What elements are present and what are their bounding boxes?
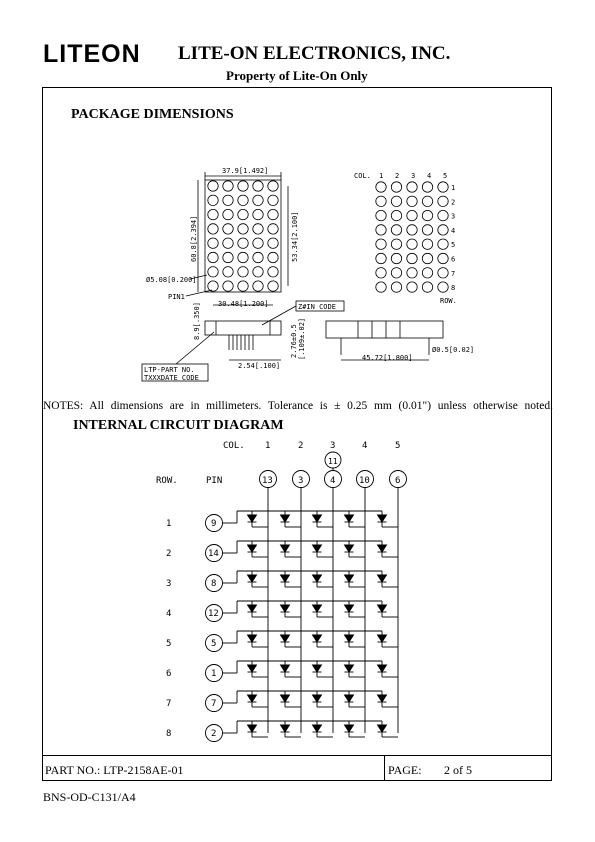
- front-led-dot: [253, 224, 263, 234]
- right-led-dot: [438, 210, 448, 220]
- right-led-dot: [391, 268, 401, 278]
- led-diode: [248, 635, 257, 642]
- front-led-dot: [223, 224, 233, 234]
- front-led-dot: [223, 252, 233, 262]
- circuit-col-number: 3: [330, 441, 336, 451]
- leader-line: [186, 290, 212, 296]
- pin-code-label: Z#IN CODE: [298, 303, 336, 311]
- right-led-dot: [391, 239, 401, 249]
- right-col-number: 4: [427, 172, 432, 180]
- dim-pin-len2-label: [.109±.02]: [298, 317, 306, 360]
- right-led-dot: [438, 253, 448, 263]
- right-led-dot: [438, 182, 448, 192]
- led-diode: [281, 635, 290, 642]
- led-diode: [345, 635, 354, 642]
- front-led-dot: [253, 195, 263, 205]
- circuit-row-number: 7: [166, 699, 172, 709]
- right-led-dot: [422, 253, 432, 263]
- front-led-dot: [223, 209, 233, 219]
- led-diode: [313, 575, 322, 582]
- row-pin-number: 12: [208, 609, 219, 619]
- row-pin-number: 7: [211, 699, 217, 709]
- right-row-number: 3: [451, 212, 456, 221]
- right-led-dot: [422, 282, 432, 292]
- right-led-dot: [438, 196, 448, 206]
- right-col-label: COL.: [354, 172, 371, 180]
- right-led-dot: [376, 239, 386, 249]
- led-diode: [313, 665, 322, 672]
- circuit-row-number: 3: [166, 579, 172, 589]
- right-led-dot: [422, 182, 432, 192]
- led-diode: [281, 545, 290, 552]
- right-led-dot: [407, 210, 417, 220]
- front-led-dot: [223, 195, 233, 205]
- led-diode: [313, 545, 322, 552]
- circuit-col-number: 2: [298, 441, 304, 451]
- right-led-dot: [438, 282, 448, 292]
- pin1-label: PIN1: [168, 293, 185, 301]
- front-led-dot: [238, 209, 248, 219]
- front-led-dot: [208, 209, 218, 219]
- row-pin-number: 5: [211, 639, 217, 649]
- notes-text: NOTES: All dimensions are in millimeters. Tolerance is ± 0.25 mm (0.01") unless otherwise noted.: [43, 400, 553, 412]
- right-row-number: 2: [451, 198, 456, 207]
- front-led-dot: [253, 181, 263, 191]
- front-led-dot: [208, 238, 218, 248]
- right-row-number: 6: [451, 255, 456, 264]
- right-row-label: ROW.: [440, 297, 457, 305]
- right-led-dot: [422, 268, 432, 278]
- led-diode: [378, 695, 387, 702]
- right-led-dot: [422, 196, 432, 206]
- col-pin-number: 13: [262, 476, 273, 486]
- front-led-dot: [253, 209, 263, 219]
- circuit-pin-label: PIN: [206, 476, 223, 486]
- right-led-dot: [407, 225, 417, 235]
- led-diode: [248, 545, 257, 552]
- dim-pin-dia-label: Ø0.5[0.02]: [432, 346, 475, 354]
- page-label: PAGE:: [388, 763, 422, 777]
- col-pin-number: 4: [330, 476, 336, 486]
- led-diode: [248, 695, 257, 702]
- front-led-dot: [208, 195, 218, 205]
- circuit-row-number: 4: [166, 609, 172, 619]
- col-pin-number: 3: [298, 476, 304, 486]
- led-diode: [281, 605, 290, 612]
- led-diode: [313, 515, 322, 522]
- right-led-dot: [407, 268, 417, 278]
- front-led-dot: [268, 281, 278, 291]
- col-pin-number: 6: [395, 476, 401, 486]
- led-diode: [248, 665, 257, 672]
- front-led-dot: [268, 252, 278, 262]
- led-diode: [248, 605, 257, 612]
- led-diode: [345, 725, 354, 732]
- led-diode: [378, 635, 387, 642]
- liteon-logo: LITEON: [43, 40, 141, 68]
- circuit-col-number: 1: [265, 441, 271, 451]
- page-number: 2 of 5: [444, 763, 472, 777]
- front-led-dot: [268, 195, 278, 205]
- led-diode: [378, 545, 387, 552]
- front-led-dot: [238, 267, 248, 277]
- right-led-dot: [376, 268, 386, 278]
- front-led-dot: [238, 238, 248, 248]
- led-diode: [378, 515, 387, 522]
- led-diode: [313, 605, 322, 612]
- page-cell-divider: [384, 755, 385, 781]
- col3-extra-pin: 11: [328, 457, 338, 466]
- front-led-dot: [268, 267, 278, 277]
- row-pin-number: 8: [211, 579, 217, 589]
- right-col-number: 1: [379, 172, 384, 180]
- right-led-dot: [407, 239, 417, 249]
- front-led-dot: [208, 224, 218, 234]
- right-row-number: 1: [451, 184, 456, 192]
- led-diode: [345, 695, 354, 702]
- right-led-dot: [376, 253, 386, 263]
- led-diode: [281, 725, 290, 732]
- col-pin-number: 10: [359, 476, 370, 486]
- right-led-dot: [438, 239, 448, 249]
- right-led-dot: [422, 210, 432, 220]
- right-row-number: 7: [451, 269, 456, 278]
- front-led-dot: [238, 195, 248, 205]
- right-led-dot: [407, 182, 417, 192]
- right-row-number: 8: [451, 284, 456, 293]
- right-led-dot: [391, 225, 401, 235]
- led-diode: [378, 605, 387, 612]
- company-name: LITE-ON ELECTRONICS, INC.: [178, 43, 451, 64]
- front-led-dot: [268, 209, 278, 219]
- row-pin-number: 2: [211, 729, 217, 739]
- front-led-dot: [253, 267, 263, 277]
- circuit-diagram: [206, 452, 407, 742]
- front-led-dot: [208, 281, 218, 291]
- right-col-number: 2: [395, 172, 400, 180]
- part-number: PART NO.: LTP-2158AE-01: [45, 763, 184, 777]
- right-led-dot: [376, 210, 386, 220]
- circuit-row-number: 2: [166, 549, 172, 559]
- circuit-row-label: ROW.: [156, 476, 178, 486]
- front-led-dot: [268, 181, 278, 191]
- front-led-dot: [238, 181, 248, 191]
- front-led-dot: [238, 281, 248, 291]
- led-diode: [313, 695, 322, 702]
- dim-col-pitch-label: 30.48[1.200]: [218, 300, 269, 308]
- right-led-dot: [407, 253, 417, 263]
- right-led-dot: [407, 196, 417, 206]
- right-led-dot: [391, 253, 401, 263]
- led-diode: [248, 515, 257, 522]
- led-diode: [313, 725, 322, 732]
- front-led-dot: [253, 281, 263, 291]
- front-led-dot: [208, 181, 218, 191]
- right-led-dot: [438, 225, 448, 235]
- led-diode: [248, 575, 257, 582]
- right-led-dot: [391, 182, 401, 192]
- row-pin-number: 14: [208, 549, 219, 559]
- dim-height-left-label: 60.8[2.394]: [190, 215, 198, 262]
- dim-height-right-label: 53.34[2.100]: [291, 211, 299, 262]
- led-diode: [378, 575, 387, 582]
- dim-width-label: 37.9[1.492]: [222, 167, 269, 175]
- circuit-row-number: 8: [166, 729, 172, 739]
- circuit-row-number: 1: [166, 519, 172, 529]
- led-diode: [248, 725, 257, 732]
- right-led-dot: [407, 282, 417, 292]
- dim-dot-label: Ø5.08[0.200]: [146, 276, 197, 284]
- right-row-number: 5: [451, 241, 456, 250]
- led-diode: [281, 575, 290, 582]
- right-led-dot: [422, 225, 432, 235]
- right-led-dot: [391, 196, 401, 206]
- circuit-row-number: 5: [166, 639, 172, 649]
- front-led-dot: [253, 238, 263, 248]
- right-led-dot: [376, 225, 386, 235]
- front-led-dot: [268, 224, 278, 234]
- right-led-dot: [376, 182, 386, 192]
- front-led-dot: [238, 224, 248, 234]
- dim-side-label: 45.72[1.800]: [362, 354, 413, 362]
- row-pin-number: 9: [211, 519, 217, 529]
- package-side-outline: [326, 321, 443, 338]
- document-id: BNS-OD-C131/A4: [43, 790, 136, 804]
- circuit-col-number: 4: [362, 441, 368, 451]
- led-diode: [281, 665, 290, 672]
- property-notice: Property of Lite-On Only: [226, 68, 368, 83]
- led-diode: [281, 695, 290, 702]
- dim-depth-label: 8.9[.350]: [193, 302, 201, 340]
- led-diode: [345, 515, 354, 522]
- front-led-dot: [253, 252, 263, 262]
- front-led-dot: [208, 252, 218, 262]
- led-diode: [378, 725, 387, 732]
- circuit-diagram-labels: [156, 441, 400, 739]
- circuit-row-number: 6: [166, 669, 172, 679]
- front-led-dot: [268, 238, 278, 248]
- front-led-dot: [238, 252, 248, 262]
- right-col-number: 3: [411, 172, 416, 180]
- right-row-number: 4: [451, 226, 456, 235]
- ltp-part-label: LTP-PART NO.: [144, 366, 195, 374]
- right-led-dot: [391, 210, 401, 220]
- date-code-label: TXXXDATE CODE: [144, 374, 199, 382]
- led-diode: [281, 515, 290, 522]
- leader-line: [262, 306, 296, 325]
- right-led-dot: [376, 282, 386, 292]
- right-led-dot: [391, 282, 401, 292]
- led-diode: [345, 665, 354, 672]
- led-diode: [345, 575, 354, 582]
- led-diode: [345, 545, 354, 552]
- front-led-dot: [223, 281, 233, 291]
- circuit-col-label: COL.: [223, 441, 245, 451]
- front-led-dot: [223, 267, 233, 277]
- front-led-dot: [223, 238, 233, 248]
- led-diode: [313, 635, 322, 642]
- internal-circuit-title: INTERNAL CIRCUIT DIAGRAM: [73, 418, 284, 433]
- led-diode: [378, 665, 387, 672]
- led-diode: [345, 605, 354, 612]
- right-led-dot: [422, 239, 432, 249]
- dim-pitch-label: 2.54[.100]: [238, 362, 281, 370]
- right-col-number: 5: [443, 172, 448, 180]
- front-led-dot: [208, 267, 218, 277]
- right-led-dot: [438, 268, 448, 278]
- dim-pin-len-label: 2.76±0.5: [290, 324, 298, 358]
- row-pin-number: 1: [211, 669, 217, 679]
- right-led-dot: [376, 196, 386, 206]
- package-dimensions-title: PACKAGE DIMENSIONS: [71, 107, 234, 122]
- circuit-col-number: 5: [395, 441, 401, 451]
- front-led-dot: [223, 181, 233, 191]
